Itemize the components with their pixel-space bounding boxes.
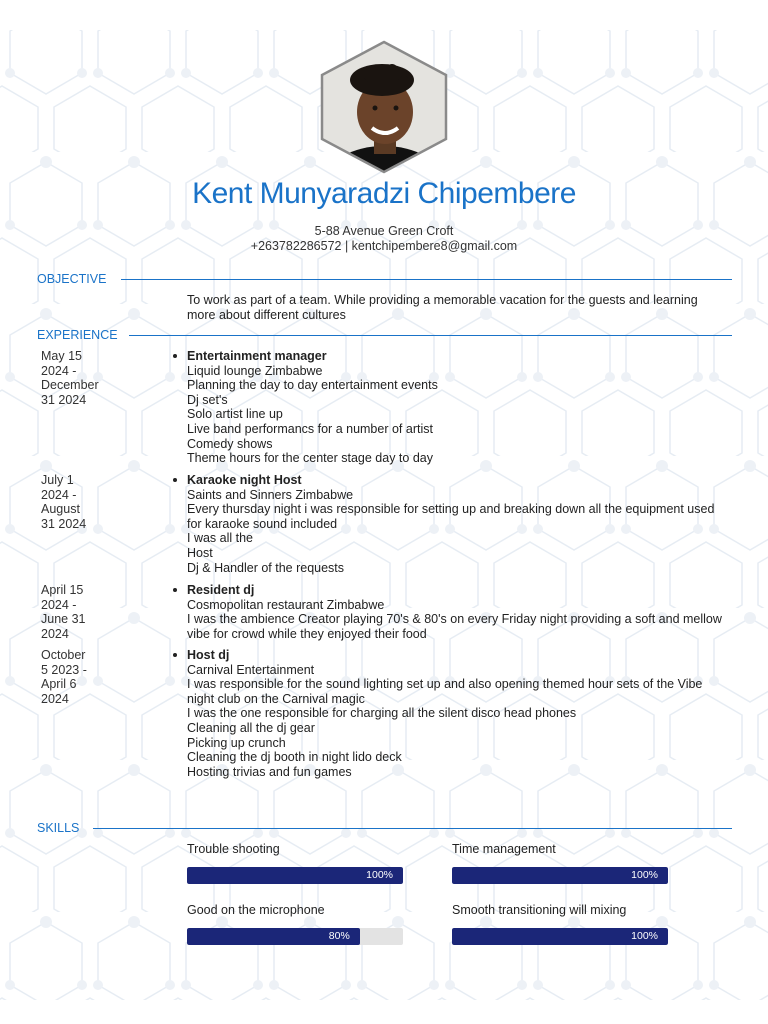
skill-progress-bar xyxy=(452,867,668,884)
skill-label: Trouble shooting xyxy=(187,842,280,856)
experience-date xyxy=(41,349,121,407)
experience-line: Carnival Entertainment xyxy=(187,662,315,677)
experience-date-line: 5 2023 - xyxy=(41,662,87,677)
experience-date xyxy=(41,648,121,706)
experience-date-line: May 15 xyxy=(41,349,82,363)
address: 5-88 Avenue Green Croft xyxy=(314,224,454,238)
experience-line: I was all the xyxy=(187,531,254,546)
experience-title: Host dj xyxy=(187,648,732,663)
section-divider-objective xyxy=(121,279,732,280)
experience-date-line: August xyxy=(41,502,80,517)
experience-date-line: 31 2024 xyxy=(41,516,87,531)
experience-line: Picking up crunch xyxy=(187,735,286,750)
experience-date-line: October xyxy=(41,648,86,662)
skill-label: Time management xyxy=(452,842,556,856)
section-heading-objective: OBJECTIVE xyxy=(37,272,107,286)
experience-line: I was responsible for the sound lighting set up and also opening themed hour sets of the Vibe night club on the Carnival magic xyxy=(187,677,703,706)
section-divider-experience xyxy=(129,335,732,336)
candidate-name: Kent Munyaradzi Chipembere xyxy=(192,177,576,210)
experience-line: Comedy shows xyxy=(187,436,273,451)
section-divider-skills xyxy=(93,828,732,829)
objective-text: To work as part of a team. While providing a memorable vacation for the guests and learning more about different cultures xyxy=(187,293,698,322)
experience-details xyxy=(187,349,732,466)
experience-date xyxy=(41,583,121,641)
experience-title: Entertainment manager xyxy=(187,349,732,364)
section-heading-skills: SKILLS xyxy=(37,821,80,835)
experience-line: Liquid lounge Zimbabwe xyxy=(187,363,323,378)
experience-line: Hosting trivias and fun games xyxy=(187,764,352,779)
experience-date-line: 2024 - xyxy=(41,363,77,378)
experience-line: Host xyxy=(187,545,213,560)
experience-line: Solo artist line up xyxy=(187,407,283,422)
skill-percentage: 80% xyxy=(328,930,350,942)
experience-line: I was the one responsible for charging all the silent disco head phones xyxy=(187,706,577,721)
experience-date xyxy=(41,473,121,531)
experience-line: Dj & Handler of the requests xyxy=(187,560,345,575)
contact-block xyxy=(0,224,768,254)
experience-line: Dj set's xyxy=(187,392,228,407)
skill-progress-bar xyxy=(187,867,403,884)
skill-label: Smooth transitioning will mixing xyxy=(452,903,627,917)
experience-date-line: 2024 - xyxy=(41,597,77,612)
experience-date-line: June 31 xyxy=(41,612,86,627)
skill-progress-fill xyxy=(187,867,403,884)
experience-line: Planning the day to day entertainment events xyxy=(187,378,438,393)
experience-line: Cleaning the dj booth in night lido deck xyxy=(187,750,402,765)
experience-line: Cosmopolitan restaurant Zimbabwe xyxy=(187,597,385,612)
experience-date-line: July 1 xyxy=(41,473,74,487)
experience-line: Saints and Sinners Zimbabwe xyxy=(187,487,354,502)
skill-percentage: 100% xyxy=(366,869,393,881)
experience-line: I was the ambience Creator playing 70's & 80's on every Friday night providing a soft and mellow vibe for crowd while they enjoyed their food xyxy=(187,612,722,641)
experience-date-line: December xyxy=(41,378,99,393)
profile-photo xyxy=(320,40,448,174)
skill-percentage: 100% xyxy=(631,930,658,942)
skill-progress-bar xyxy=(187,928,403,945)
experience-details xyxy=(187,648,732,779)
experience-title: Karaoke night Host xyxy=(187,473,732,488)
skill-label: Good on the microphone xyxy=(187,903,325,917)
experience-date-line: 31 2024 xyxy=(41,392,87,407)
experience-line: Live band performancs for a number of artist xyxy=(187,421,433,436)
experience-date-line: 2024 xyxy=(41,691,69,706)
skill-percentage: 100% xyxy=(631,869,658,881)
experience-line: Theme hours for the center stage day to day xyxy=(187,451,433,466)
experience-details xyxy=(187,473,732,575)
skill-progress-bar xyxy=(452,928,668,945)
experience-line: Every thursday night i was responsible for setting up and breaking down all the equipment used for karaoke sound included xyxy=(187,502,715,531)
experience-line: Cleaning all the dj gear xyxy=(187,720,315,735)
experience-title: Resident dj xyxy=(187,583,732,598)
skill-progress-fill xyxy=(187,928,360,945)
phone-email: +263782286572 | kentchipembere8@gmail.com xyxy=(250,239,518,253)
skill-progress-fill xyxy=(452,928,668,945)
experience-date-line: April 6 xyxy=(41,677,77,692)
skill-progress-fill xyxy=(452,867,668,884)
section-heading-experience: EXPERIENCE xyxy=(37,328,118,342)
experience-details xyxy=(187,583,732,641)
experience-date-line: April 15 xyxy=(41,583,84,597)
experience-date-line: 2024 xyxy=(41,626,69,641)
experience-date-line: 2024 - xyxy=(41,487,77,502)
